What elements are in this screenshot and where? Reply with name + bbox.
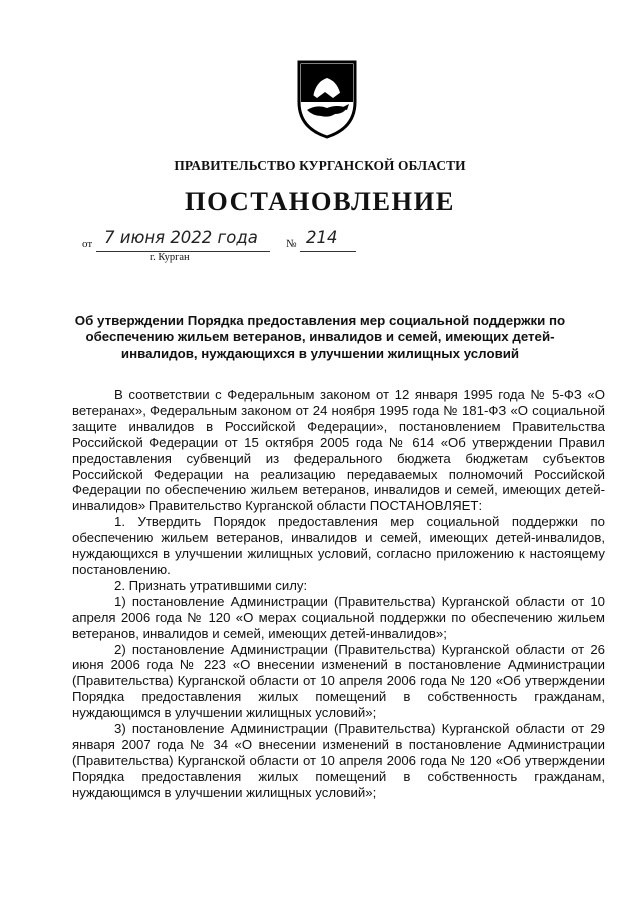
city-label: г. Курган [150, 252, 190, 263]
paragraph-subitem-3: 3) постановление Администрации (Правительства) Курганской области от 29 января 2007 года № 34 «О внесении изменений в постановление Администрации (Правительства) Курганской области от 10 апреля 2006 года № 120 «Об утверждении Порядка предоставления жилых помещений в собственность гражданам, нуждающимся в улучшении жилищных условий»; [72, 721, 605, 800]
paragraph-subitem-1: 1) постановление Администрации (Правительства) Курганской области от 10 апреля 2006 года № 120 «О мерах социальной поддержки по обеспечению жильем ветеранов, инвалидов и семей, имеющих детей-инвалидов»; [72, 593, 605, 641]
paragraph-item-2: 2. Признать утратившими силу: [114, 577, 308, 593]
date-prefix: от [82, 238, 93, 250]
paragraph-preamble: В соответствии с Федеральным законом от 12 января 1995 года № 5-ФЗ «О ветеранах», Федеральным законом от 24 ноября 1995 года № 181-ФЗ «О социальной защите инвалидов в Российской Федерации», постановлением Правительства Российской Федерации от 15 октября 2005 года № 614 «Об утверждении Правил предоставления субвенций из федерального бюджета бюджетам субъектов Российской Федерации на реализацию передаваемых полномочий Российской Федерации по обеспечению жильем ветеранов, инвалидов и семей, имеющих детей-инвалидов» Правительство Курганской области ПОСТАНОВЛЯЕТ: [72, 387, 605, 514]
number-prefix: № [286, 238, 297, 250]
number-handwritten: 214 [306, 228, 338, 247]
document-type-heading: ПОСТАНОВЛЕНИЕ [185, 186, 455, 216]
document-body [72, 387, 605, 801]
organization-name: ПРАВИТЕЛЬСТВО КУРГАНСКОЙ ОБЛАСТИ [174, 158, 466, 173]
paragraph-item-1: 1. Утвердить Порядок предоставления мер социальной поддержки по обеспечению жильем ветеранов, инвалидов и семей, имеющих детей-инвалидов, нуждающихся в улучшении жилищных условий, согласно приложению к настоящему постановлению. [72, 514, 605, 577]
number-underline [300, 251, 356, 252]
kurgan-coat-of-arms-icon [295, 58, 359, 140]
paragraph-subitem-2: 2) постановление Администрации (Правительства) Курганской области от 26 июня 2006 года № 223 «О внесении изменений в постановление Администрации (Правительства) Курганской области от 10 апреля 2006 года № 120 «Об утверждении Порядка предоставления жилых помещений в собственность гражданам, нуждающимся в улучшении жилищных условий»; [72, 641, 605, 721]
document-title: Об утверждении Порядка предоставления мер социальной поддержки по обеспечению жильем ветеранов, инвалидов и семей, имеющих детей-инвалидов, нуждающихся в улучшении жилищных условий [74, 313, 566, 361]
date-handwritten: 7 июня 2022 года [104, 228, 258, 247]
